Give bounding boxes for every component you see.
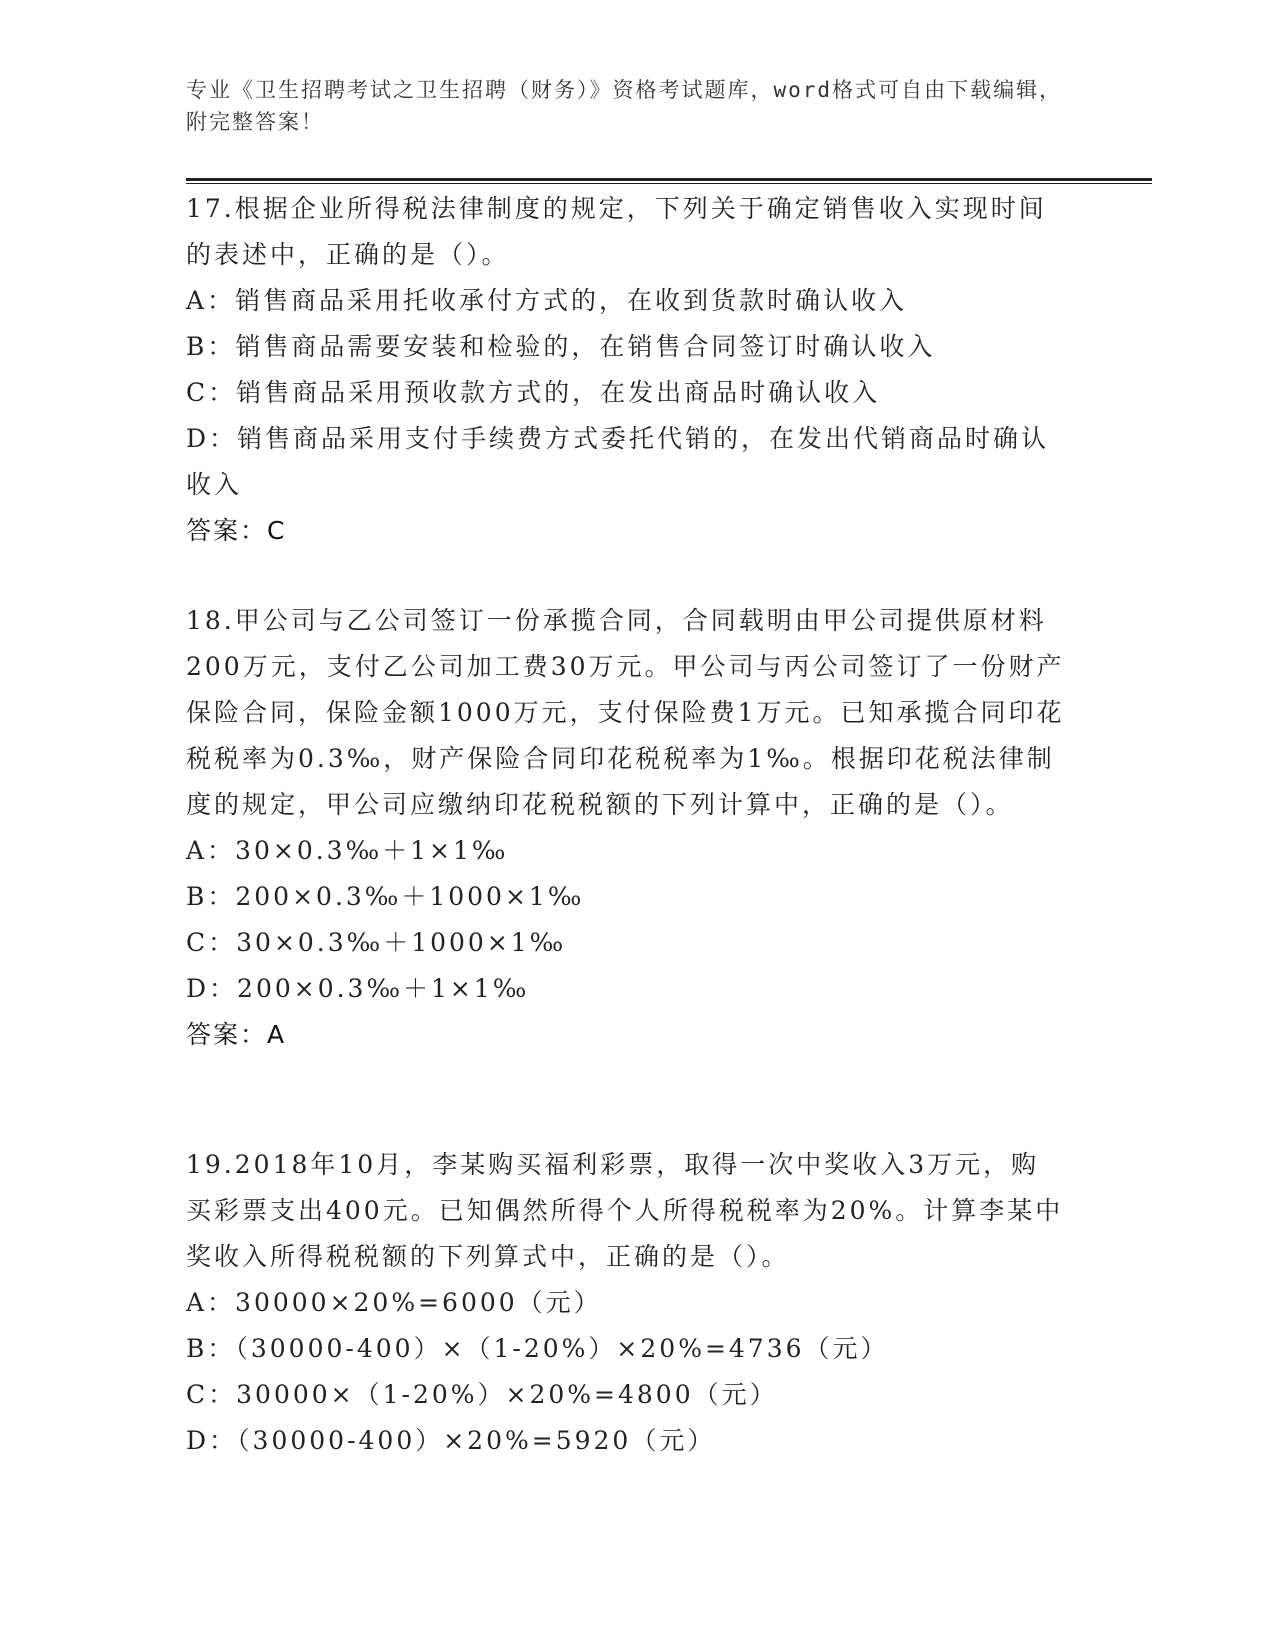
option-d: D：200×0.3‰＋1×1‰ <box>186 974 530 1003</box>
option-c: C：30×0.3‰＋1000×1‰ <box>186 928 567 957</box>
header-divider-thick <box>186 178 1152 181</box>
option-a: A：销售商品采用托收承付方式的，在收到货款时确认收入 <box>186 286 908 315</box>
question-stem: 17.根据企业所得税法律制度的规定，下列关于确定销售收入实现时间的表述中，正确的是（）。 <box>186 194 1047 269</box>
answer-line: 答案：A <box>186 1020 287 1049</box>
option-a: A：30×0.3‰＋1×1‰ <box>186 836 509 865</box>
option-c: C：销售商品采用预收款方式的，在发出商品时确认收入 <box>186 378 881 407</box>
option-b: B：200×0.3‰＋1000×1‰ <box>186 882 585 911</box>
question-18 <box>186 598 1066 1058</box>
option-b: B：（30000-400）×（1-20%）×20%=4736（元） <box>186 1334 889 1363</box>
option-d: D：销售商品采用支付手续费方式委托代销的，在发出代销商品时确认收入 <box>186 424 1050 499</box>
option-a: A：30000×20%=6000（元） <box>186 1288 602 1317</box>
option-c: C：30000×（1-20%）×20%=4800（元） <box>186 1380 778 1409</box>
question-19 <box>186 1142 1066 1464</box>
answer-line: 答案：C <box>186 516 287 545</box>
option-b: B：销售商品需要安装和检验的，在销售合同签订时确认收入 <box>186 332 936 361</box>
option-d: D：（30000-400）×20%=5920（元） <box>186 1426 716 1455</box>
question-stem: 19.2018年10月，李某购买福利彩票，取得一次中奖收入3万元，购买彩票支出400元。已知偶然所得个人所得税税率为20%。计算李某中奖收入所得税税额的下列算式中，正确的是（）。 <box>186 1150 1064 1271</box>
question-stem: 18.甲公司与乙公司签订一份承揽合同，合同载明由甲公司提供原材料200万元，支付乙公司加工费30万元。甲公司与丙公司签订了一份财产保险合同，保险金额1000万元，支付保险费1万元。已知承揽合同印花税税率为0.3‰，财产保险合同印花税税率为1‰。根据印花税法律制度的规定，甲公司应缴纳印花税税额的下列计算中，正确的是（）。 <box>186 606 1065 819</box>
document-header: 专业《卫生招聘考试之卫生招聘（财务）》资格考试题库，word格式可自由下载编辑，附完整答案！ <box>186 78 1063 134</box>
header-divider-thin <box>186 183 1152 184</box>
question-17 <box>186 186 1066 554</box>
